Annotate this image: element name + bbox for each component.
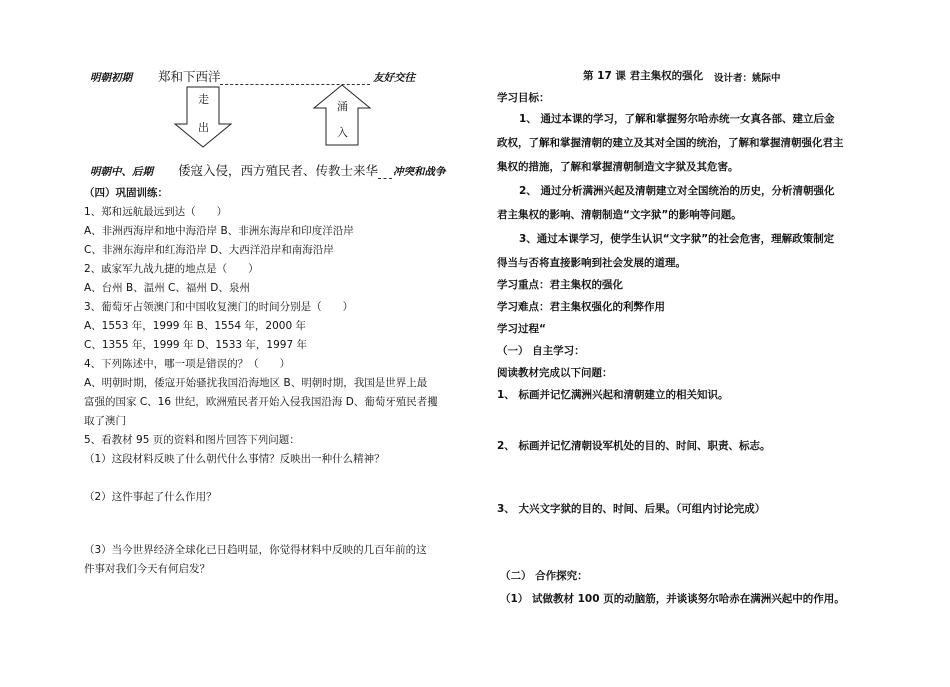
question-3: 3、葡萄牙占领澳门和中国收复澳门的时间分别是（ ） bbox=[84, 301, 354, 313]
question-4: 4、下列陈述中，哪一项是错误的？（ ） bbox=[84, 358, 291, 370]
question-4-options-line-2: 富强的国家 C、16 世纪，欧洲殖民者开始入侵我国沿海 D、葡萄牙殖民者攫 bbox=[84, 396, 438, 408]
arrow-out-char-2: 出 bbox=[198, 121, 209, 134]
question-1: 1、郑和远航最远到达（ ） bbox=[84, 206, 228, 218]
goal-title: 学习目标： bbox=[497, 92, 550, 104]
goal-2-line-2: 君主集权的影响、清朝制造“文字狱”的影响等问题。 bbox=[497, 209, 742, 221]
goal-3-line-2: 得当与否将直接影响到社会发展的道理。 bbox=[497, 257, 686, 269]
dash-line-2 bbox=[378, 168, 392, 187]
self-study-intro: 阅读教材完成以下问题： bbox=[497, 367, 613, 379]
question-5-part-3-line-1: （3）当今世界经济全球化已日趋明显，你觉得材料中反映的几百年前的这 bbox=[84, 544, 427, 556]
question-2: 2、戚家军九战九捷的地点是（ ） bbox=[84, 263, 259, 275]
goal-1-line-1: 1、 通过本课的学习，了解和掌握努尔哈赤统一女真各部、建立后金 bbox=[519, 113, 835, 125]
self-study-q3: 3、 大兴文字狱的目的、时间、后果。（可组内讨论完成） bbox=[497, 503, 766, 515]
heading-zheng-he: 郑和下西洋 bbox=[158, 69, 221, 84]
arrow-in-char-2: 入 bbox=[337, 126, 348, 139]
goal-1-line-3: 集权的措施，了解和掌握清朝制造文字狱及其危害。 bbox=[497, 161, 739, 173]
question-5-part-1: （1）这段材料反映了什么朝代什么事情？反映出一种什么精神？ bbox=[84, 453, 385, 465]
question-4-options-line-1: A、明朝时期，倭寇开始骚扰我国沿海地区 B、明朝时期，我国是世界上最 bbox=[84, 377, 428, 389]
heading-invasion: 倭寇入侵，西方殖民者、传教士来华 bbox=[178, 163, 379, 178]
question-3-options-ab: A、1553 年，1999 年 B、1554 年，2000 年 bbox=[84, 320, 306, 332]
self-study-q1: 1、 标画并记忆满洲兴起和清朝建立的相关知识。 bbox=[497, 389, 729, 401]
arrow-out-char-1: 走 bbox=[198, 93, 209, 106]
cooperation-q1: （1） 试做教材 100 页的动脑筋，并谈谈努尔哈赤在满洲兴起中的作用。 bbox=[500, 593, 845, 605]
question-5: 5、看教材 95 页的资料和图片回答下列问题： bbox=[84, 434, 300, 446]
self-study-q2: 2、 标画并记忆清朝设军机处的目的、时间、职责、标志。 bbox=[497, 440, 771, 452]
cooperation-title: （二） 合作探究： bbox=[500, 570, 588, 582]
goal-3-line-1: 3、通过本课学习，使学生认识“文字狱”的社会危害，理解政策制定 bbox=[519, 233, 835, 245]
question-1-options-ab: A、非洲西海岸和地中海沿岸 B、非洲东海岸和印度洋沿岸 bbox=[84, 225, 354, 237]
difficulty: 学习难点：君主集权强化的利弊作用 bbox=[497, 301, 665, 313]
era-label-mid-late-ming: 明朝中、后期 bbox=[90, 166, 153, 178]
process-title: 学习过程“ bbox=[497, 323, 546, 335]
relation-label-conflict: 冲突和战争 bbox=[393, 166, 446, 178]
question-4-options-line-3: 取了澳门 bbox=[84, 415, 126, 427]
question-3-options-cd: C、1355 年，1999 年 D、1533 年，1997 年 bbox=[84, 339, 307, 351]
exercise-title: （四）巩固训练： bbox=[84, 187, 168, 199]
key-point: 学习重点：君主集权的强化 bbox=[497, 279, 623, 291]
era-label-early-ming: 明朝初期 bbox=[90, 72, 132, 84]
lesson-title: 第 17 课 君主集权的强化 bbox=[583, 70, 704, 82]
goal-1-line-2: 政权，了解和掌握清朝的建立及其对全国的统治，了解和掌握清朝强化君主 bbox=[497, 137, 844, 149]
designer: 设计者：姚际中 bbox=[714, 73, 781, 84]
question-5-part-3-line-2: 件事对我们今天有何启发？ bbox=[84, 563, 210, 575]
question-2-options: A、台州 B、温州 C、福州 D、泉州 bbox=[84, 282, 250, 294]
self-study-title: （一） 自主学习： bbox=[497, 345, 585, 357]
relation-label-friendly: 友好交往 bbox=[373, 72, 415, 84]
question-1-options-cd: C、非洲东海岸和红海沿岸 D、大西洋沿岸和南海沿岸 bbox=[84, 244, 334, 256]
question-5-part-2: （2）这件事起了什么作用？ bbox=[84, 491, 217, 503]
goal-2-line-1: 2、 通过分析满洲兴起及清朝建立对全国统治的历史，分析清朝强化 bbox=[519, 185, 835, 197]
arrow-in-char-1: 涌 bbox=[337, 100, 348, 113]
